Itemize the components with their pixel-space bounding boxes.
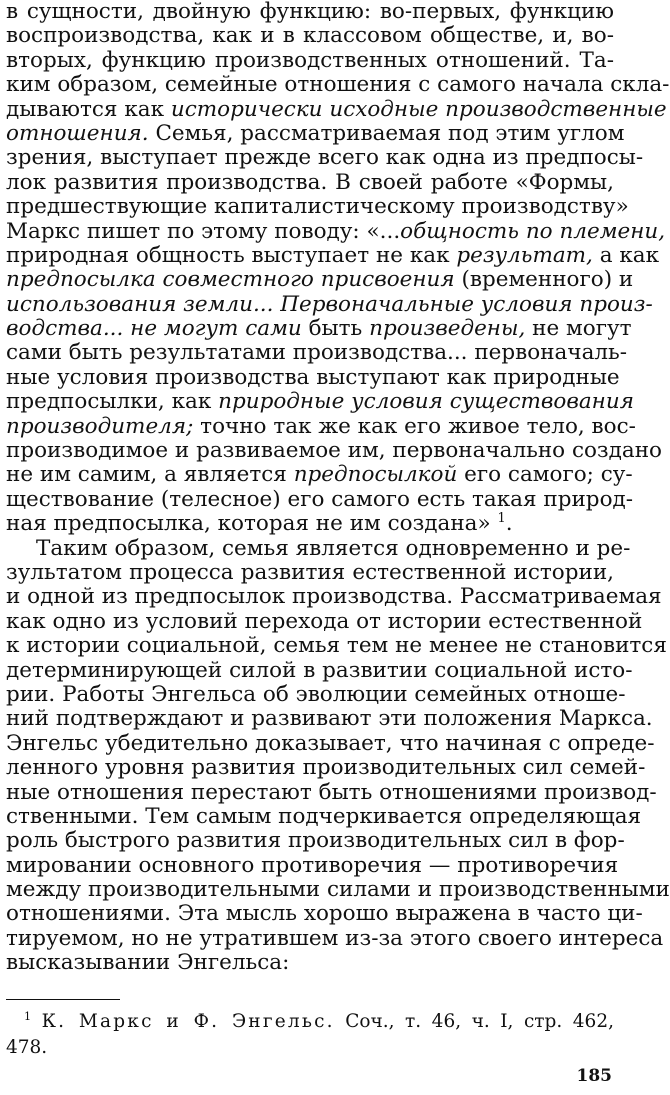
text-line — [6, 512, 614, 536]
text-line — [6, 951, 614, 975]
text-line — [6, 0, 614, 24]
paragraph-2 — [6, 535, 670, 976]
text-line — [6, 24, 614, 48]
text-run: ким образом, семейные отношения с самого начала скла- — [6, 72, 670, 98]
text-line — [6, 706, 653, 732]
text-run: предпосылки, как — [6, 389, 219, 415]
text-line — [6, 852, 619, 878]
text-line — [6, 584, 662, 610]
text-run: природная общность выступает не как — [6, 242, 457, 268]
text-run: сами быть результатами производства... первоначаль- — [6, 340, 628, 366]
text-line — [6, 340, 628, 366]
text-line — [6, 730, 655, 756]
text-line — [6, 803, 642, 829]
text-run: мировании основного противоречия — противоречия — [6, 852, 619, 878]
footnote-citation: Соч., т. 46, ч. I, стр. 462, — [345, 1011, 614, 1032]
text-run: как одно из условий перехода от истории естественной — [6, 608, 643, 634]
text-line — [6, 218, 666, 244]
text-run: Таким образом, семья является одновременно и ре- — [36, 535, 631, 561]
text-run: в сущности, двойную функцию: во-первых, функцию — [6, 0, 614, 24]
text-line — [6, 633, 667, 659]
text-run: (временного) и — [454, 267, 634, 293]
footnote-marker: 1 — [24, 1009, 32, 1023]
text-run: Маркс пишет по этому поводу: «... — [6, 218, 401, 244]
paragraph-1 — [6, 0, 670, 537]
text-line — [6, 389, 634, 415]
text-line — [6, 438, 662, 464]
text-line — [6, 462, 633, 488]
italic-text: предпосылкой — [293, 462, 458, 488]
footnote — [6, 1009, 614, 1061]
text-run: отношениями. Эта мысль хорошо выражена в часто ци- — [6, 901, 643, 927]
text-line — [6, 364, 620, 390]
text-line — [6, 413, 636, 439]
text-line — [6, 120, 625, 146]
text-run: ная предпосылка, которая не им создана» — [6, 511, 498, 537]
text-run: его самого; су- — [457, 462, 633, 488]
text-run: ществование (телесное) его самого есть такая природ- — [6, 486, 634, 512]
italic-text: отношения. — [6, 120, 149, 146]
footnote-separator — [6, 999, 120, 1000]
text-line — [6, 145, 644, 171]
text-run: зультатом процесса развития естественной истории, — [6, 559, 614, 585]
text-line — [6, 828, 625, 854]
text-run: воспроизводства, как и в классовом обществе, и, во- — [6, 23, 614, 49]
italic-text: произведены, — [369, 316, 526, 342]
text-run: ленного уровня развития производительных сил семей- — [6, 755, 646, 781]
text-line — [6, 291, 653, 317]
text-run: к истории социальной, семья тем не менее не становится — [6, 633, 667, 659]
text-line — [6, 681, 626, 707]
text-run: быть — [301, 316, 370, 342]
text-run: дываются как — [6, 96, 171, 122]
italic-text: исторически исходные производственные — [170, 96, 667, 122]
text-line — [6, 755, 646, 781]
text-line — [6, 925, 664, 951]
text-run: предшествующие капиталистическому производству» — [6, 194, 629, 220]
footnote-ref: 1 — [497, 511, 506, 527]
italic-text: результат, — [456, 242, 593, 268]
main-text — [6, 0, 670, 976]
text-line — [6, 49, 614, 73]
text-line — [6, 171, 614, 195]
text-line — [6, 561, 614, 585]
text-run: высказывании Энгельса: — [6, 950, 290, 976]
page-number: 185 — [576, 1066, 612, 1086]
text-run: не могут — [525, 316, 632, 342]
text-run: зрения, выступает прежде всего как одна из предпосы- — [6, 145, 644, 171]
italic-text: производителя; — [6, 413, 194, 439]
text-run: ний подтверждают и развивают эти положения Маркса. — [6, 706, 653, 732]
italic-text: водства... не могут сами — [6, 316, 302, 342]
text-line — [6, 877, 670, 903]
text-line — [6, 316, 632, 342]
italic-text: использования земли... Первоначальные условия произ- — [6, 291, 653, 317]
text-run: Семья, рассматриваемая под этим углом — [148, 120, 625, 146]
text-run: точно так же как его живое тело, вос- — [193, 413, 636, 439]
text-run: ные отношения перестают быть отношениями производ- — [6, 779, 657, 805]
text-line — [6, 535, 631, 561]
text-run: производимое и развиваемое им, первоначально создано — [6, 438, 662, 464]
text-line — [6, 779, 657, 805]
footnote-line — [6, 1009, 614, 1035]
text-line — [6, 96, 667, 122]
text-run: Энгельс убедительно доказывает, что начиная с опреде- — [6, 730, 655, 756]
italic-text: общность по племени, — [400, 218, 666, 244]
text-run: тируемом, но не утратившем из-за этого своего интереса — [6, 925, 664, 951]
text-run: не им самим, а является — [6, 462, 294, 488]
text-line — [6, 267, 634, 293]
text-line — [6, 242, 660, 268]
text-run: между производительными силами и производственными — [6, 877, 670, 903]
footnote-authors: К. Маркс и Ф. Энгельс. — [41, 1011, 335, 1032]
text-run: рии. Работы Энгельса об эволюции семейных отноше- — [6, 681, 626, 707]
text-run: ные условия производства выступают как природные — [6, 364, 620, 390]
text-line — [6, 72, 670, 98]
text-run: лок развития производства. В своей работе «Формы, — [6, 169, 614, 195]
text-run: вторых, функцию производственных отношений. Та- — [6, 47, 614, 73]
text-line — [6, 486, 634, 512]
text-line — [6, 901, 643, 927]
text-line — [6, 608, 643, 634]
text-run: и одной из предпосылок производства. Рассматриваемая — [6, 584, 662, 610]
text-run: . — [505, 511, 513, 537]
italic-text: природные условия существования — [218, 389, 634, 415]
text-run: ственными. Тем самым подчеркивается определяющая — [6, 803, 642, 829]
italic-text: предпосылка совместного присвоения — [6, 267, 455, 293]
text-run: роль быстрого развития производительных сил в фор- — [6, 828, 625, 854]
text-run: а как — [592, 242, 660, 268]
text-run: детерминирующей силой в развитии социальной исто- — [6, 657, 633, 683]
footnote-line-continuation: 478. — [6, 1037, 48, 1058]
text-line — [6, 657, 633, 683]
text-line — [6, 194, 629, 220]
